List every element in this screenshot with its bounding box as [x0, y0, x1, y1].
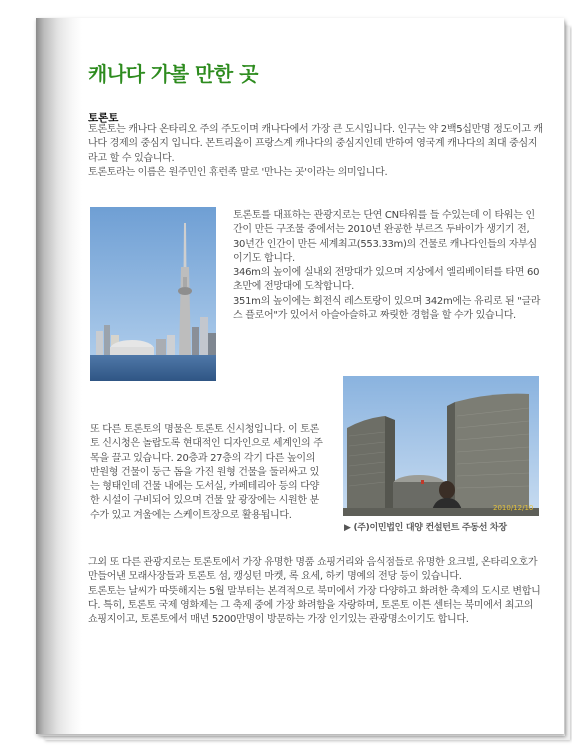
cn-tower-photo-image — [90, 207, 216, 381]
cn-tower-paragraph-1: 토론토를 대표하는 관광지로는 단연 CN타워를 들 수있는데 이 타워는 인간이 만든 구조물 중에서는 2010년 완공한 부르즈 두바이가 생기기 전, 30년간 인간이 만든 세계최고(553.33m)의 건물로 캐나다인들의 자부심이기도 합니다. — [233, 210, 537, 264]
intro-name-meaning: 토론토라는 이름은 원주민인 휴런족 말로 '만나는 곳'이라는 의미입니다. — [88, 166, 388, 178]
cn-tower-paragraph-2: 346m의 높이에 실내외 전망대가 있으며 지상에서 엘리베이터를 타면 60초만에 전망대에 도착합니다. — [233, 267, 540, 293]
festival-paragraph: 토론토는 날씨가 따뜻해지는 5월 말부터는 본격적으로 북미에서 가장 다양하고 화려한 축제의 도시로 변합니다. 특히, 토론토 국제 영화제는 그 축제 중에 가장 화려함을 자랑하며, 토론토 이튼 센터는 북미에서 최고의 쇼핑지이고, 토론토에서 매년 5200만명이 방문하는 가장 인기있는 관광명소이기도 합니다. — [88, 585, 541, 626]
section-heading-toronto: 토론토 — [88, 112, 119, 124]
photo-date-stamp: 2010/12/10 — [493, 504, 534, 512]
city-hall-photo-image — [343, 376, 539, 516]
book-spine-shadow — [36, 18, 82, 734]
cn-tower-paragraph-3: 351m의 높이에는 회전식 레스토랑이 있으며 342m에는 유리로 된 "글라스 플로어"가 있어서 아슬아슬하고 짜릿한 경험을 할 수가 있습니다. — [233, 295, 541, 322]
outro-text-block — [88, 556, 544, 627]
city-hall-paragraph: 또 다른 토론토의 명물은 토론토 신시청입니다. 이 토론토 신시청은 놀랍도록 현대적인 디자인으로 세계인의 주목을 끌고 있습니다. 20층과 27층의 각기 다른 높이의 반원형 건물이 둥근 돔을 가진 원형 건물을 둘러싸고 있는 형태인데 건물 내에는 도서실, 카페테리아 등의 다양한 시설이 구비되어 있으며 건물 앞 광장에는 시원한 분수가 있고 겨울에는 스케이트장으로 활용됩니다. — [90, 424, 323, 521]
city-hall-text-block — [90, 423, 327, 523]
cn-tower-photo — [90, 207, 216, 381]
cn-tower-text-block — [233, 209, 544, 323]
page-title: 캐나다 가볼 만한 곳 — [88, 62, 258, 86]
attractions-paragraph: 그외 또 다른 관광지로는 토론토에서 가장 유명한 명품 쇼핑거리와 음식점들로 유명한 요크빌, 온타리오호가 만들어낸 모래사장들과 토론토 섬, 캥싱턴 마켓, 록 요세, 하키 명예의 전당 등이 있습니다. — [88, 557, 538, 583]
photo-caption: ▶ (주)이민법인 대양 컨설턴트 주동선 차장 — [344, 523, 507, 533]
city-hall-photo — [343, 376, 539, 516]
intro-text-block — [88, 123, 544, 180]
brochure-page — [36, 18, 564, 734]
intro-paragraph: 토론토는 캐나다 온타리오 주의 주도이며 캐나다에서 가장 큰 도시입니다. 인구는 약 2백5십만명 정도이고 캐나다 경제의 중심지 입니다. 몬트리올이 프랑스계 캐나다의 중심지인데 반하여 영국계 캐나다의 최대 중심지라고 할 수 있습니다. — [88, 124, 543, 164]
